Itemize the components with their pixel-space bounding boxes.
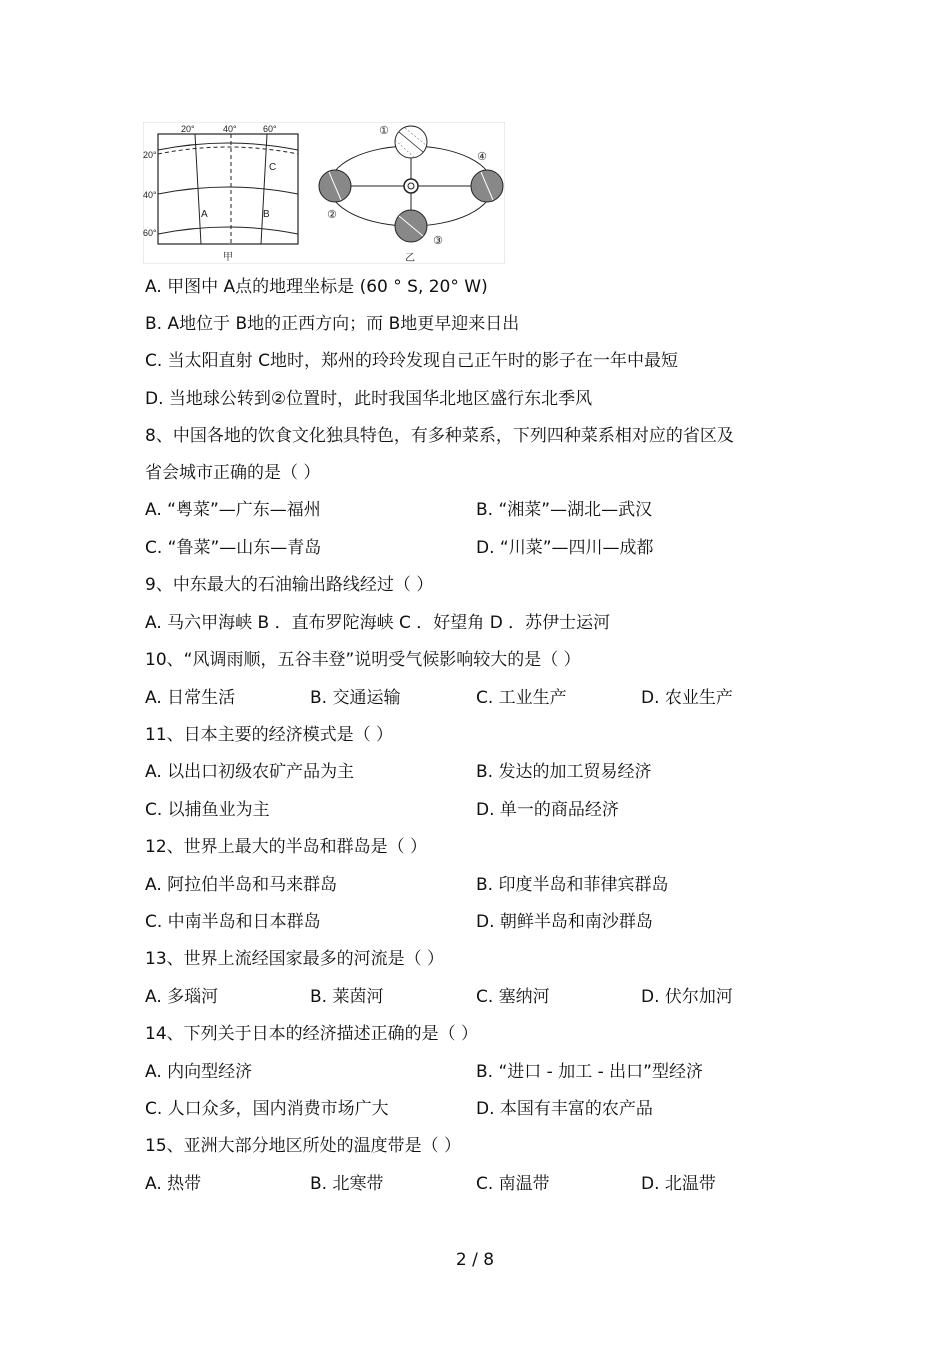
q8-stem-line1: 8、中国各地的饮食文化独具特色，有多种菜系，下列四种菜系相对应的省区及 xyxy=(145,426,734,446)
q14-option-a: A. 内向型经济 xyxy=(145,1062,253,1082)
q12-option-a: A. 阿拉伯半岛和马来群岛 xyxy=(145,875,338,895)
q7-option-d: D. 当地球公转到②位置时，此时我国华北地区盛行东北季风 xyxy=(145,389,593,409)
lon-label-60: 60° xyxy=(263,124,277,134)
q7-option-c: C. 当太阳直射 C地时，郑州的玲玲发现自己正午时的影子在一年中最短 xyxy=(145,351,678,371)
position-4: ④ xyxy=(477,150,487,163)
q11-option-c: C. 以捕鱼业为主 xyxy=(145,800,270,820)
q8-option-b: B. “湘菜”—湖北—武汉 xyxy=(476,500,653,520)
q8-option-d: D. “川菜”—四川—成都 xyxy=(476,538,654,558)
q7-option-a: A. 甲图中 A点的地理坐标是 (60 ° S, 20° W) xyxy=(145,277,488,297)
q15-option-d: D. 北温带 xyxy=(641,1174,716,1194)
q13-option-b: B. 莱茵河 xyxy=(310,987,384,1007)
orbit-caption: 乙 xyxy=(405,253,415,264)
q15-stem: 15、亚洲大部分地区所处的温度带是（ ） xyxy=(145,1136,462,1156)
q10-option-d: D. 农业生产 xyxy=(641,688,733,708)
lat-label-40: 40° xyxy=(143,190,157,200)
q8-stem-line2: 省会城市正确的是（ ） xyxy=(145,463,321,483)
lon-label-40: 40° xyxy=(223,124,237,134)
q9-stem: 9、中东最大的石油输出路线经过（ ） xyxy=(145,575,434,595)
q11-option-b: B. 发达的加工贸易经济 xyxy=(476,762,652,782)
point-c: C xyxy=(269,162,277,173)
q14-option-d: D. 本国有丰富的农产品 xyxy=(476,1099,653,1119)
q11-stem: 11、日本主要的经济模式是（ ） xyxy=(145,725,394,745)
q15-option-c: C. 南温带 xyxy=(476,1174,550,1194)
position-1: ① xyxy=(379,124,389,137)
q10-option-c: C. 工业生产 xyxy=(476,688,567,708)
q12-option-b: B. 印度半岛和菲律宾群岛 xyxy=(476,875,669,895)
figure-map-and-orbit xyxy=(143,122,505,264)
q8-option-a: A. “粤菜”—广东—福州 xyxy=(145,500,321,520)
q9-options: A. 马六甲海峡 B ．直布罗陀海峡 C ．好望角 D ．苏伊士运河 xyxy=(145,613,611,633)
q14-option-c: C. 人口众多，国内消费市场广大 xyxy=(145,1099,389,1119)
q14-stem: 14、下列关于日本的经济描述正确的是（ ） xyxy=(145,1024,479,1044)
map-caption: 甲 xyxy=(223,252,233,263)
lat-label-20: 20° xyxy=(143,150,157,160)
lon-label-20: 20° xyxy=(181,124,195,134)
point-b: B xyxy=(263,209,270,220)
q15-option-a: A. 热带 xyxy=(145,1174,202,1194)
q11-option-d: D. 单一的商品经济 xyxy=(476,800,619,820)
q13-option-c: C. 塞纳河 xyxy=(476,987,550,1007)
q10-option-b: B. 交通运输 xyxy=(310,688,401,708)
page-number: 2 / 8 xyxy=(455,1250,495,1270)
q7-option-b: B. A地位于 B地的正西方向；而 B地更早迎来日出 xyxy=(145,314,520,334)
q13-option-d: D. 伏尔加河 xyxy=(641,987,733,1007)
position-3: ③ xyxy=(433,234,443,247)
lat-label-60: 60° xyxy=(143,228,157,238)
q14-option-b: B. “进口 - 加工 - 出口”型经济 xyxy=(476,1062,703,1082)
q8-option-c: C. “鲁菜”—山东—青岛 xyxy=(145,538,322,558)
q12-stem: 12、世界上最大的半岛和群岛是（ ） xyxy=(145,837,428,857)
q12-option-c: C. 中南半岛和日本群岛 xyxy=(145,912,321,932)
q13-stem: 13、世界上流经国家最多的河流是（ ） xyxy=(145,949,445,969)
q10-stem: 10、“风调雨顺，五谷丰登”说明受气候影响较大的是（ ） xyxy=(145,650,581,670)
q15-option-b: B. 北寒带 xyxy=(310,1174,384,1194)
q11-option-a: A. 以出口初级农矿产品为主 xyxy=(145,762,355,782)
position-2: ② xyxy=(327,208,337,221)
q13-option-a: A. 多瑙河 xyxy=(145,987,219,1007)
point-a: A xyxy=(201,209,208,220)
q12-option-d: D. 朝鲜半岛和南沙群岛 xyxy=(476,912,653,932)
q10-option-a: A. 日常生活 xyxy=(145,688,236,708)
